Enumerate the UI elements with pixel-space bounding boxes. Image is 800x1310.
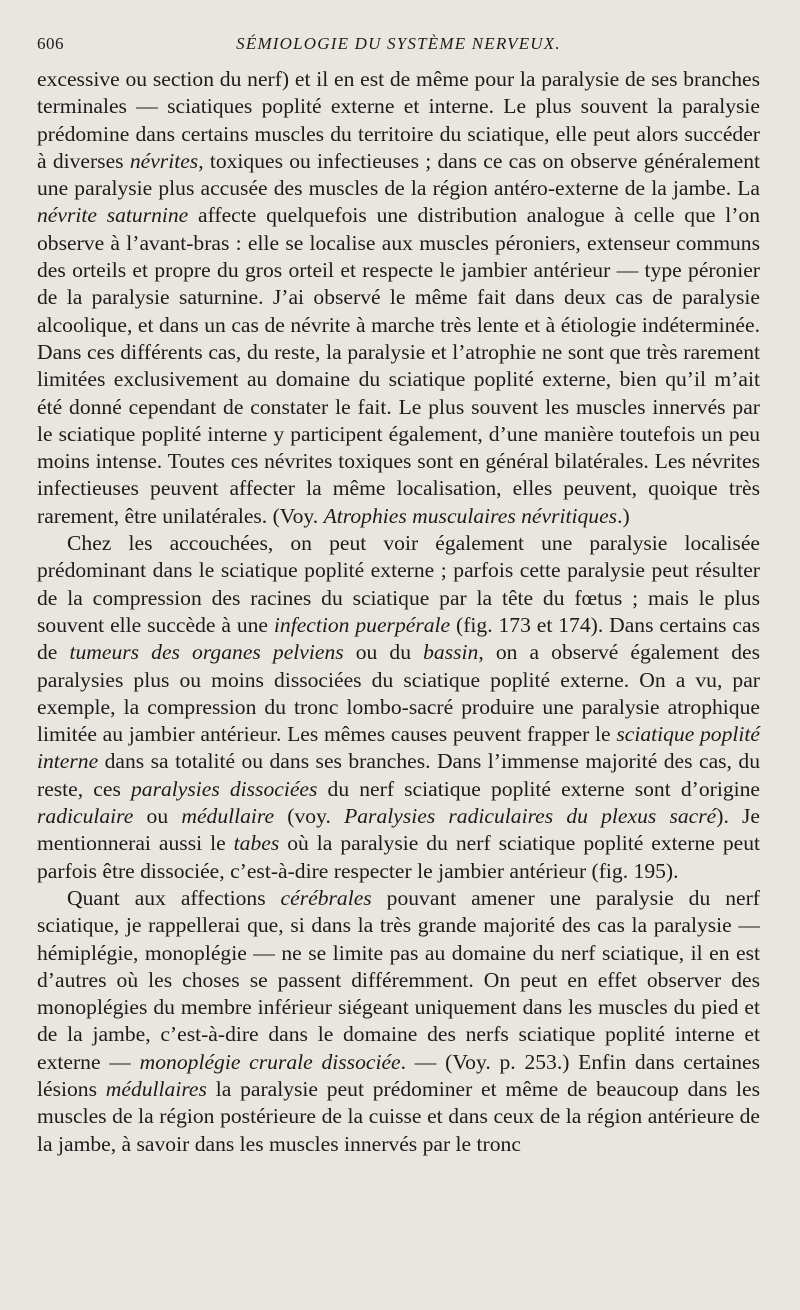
paragraph [37,66,760,530]
text-run: .) [617,503,630,528]
text-run: ou [133,804,182,829]
italic-text: bassin [423,640,479,665]
text-run: la paralysie peut prédominer et même de beaucoup dans les muscles de la région postérieure de la cuisse et dans ceux de la région antérieure de la jambe, à savoir dans les muscles innervés par le tronc [37,1076,760,1156]
italic-text: radiculaire [37,804,134,829]
text-run: ). Je mentionnerai aussi le [37,804,761,856]
page-number: 606 [37,34,64,53]
text-run: (fig. 173 et 174). Dans certains cas de [37,612,761,665]
text-run: Quant aux affections [67,885,281,910]
italic-text: cérébrales [280,885,372,910]
paragraph [37,885,760,1158]
italic-text: névrite saturnine [37,203,189,228]
text-run: . — (Voy. p. 253.) Enfin dans certaines lésions [37,1049,760,1101]
italic-text: sciatique poplité interne [37,722,760,774]
text-run: excessive ou section du nerf) et il en est de même pour la paralysie de ses branches terminales — sciatiques poplité externe et interne. Le plus souvent la paralysie prédomine dans certains muscles du territoire du sciatique, elle peut alors succéder à diverses [37,67,760,173]
italic-text: Atrophies musculaires névritiques [323,503,618,528]
text-run: où la paralysie du nerf sciatique poplité externe peut parfois être dissociée, c’est-à-dire respecter le jambier antérieur (fig. 195). [37,831,760,883]
text-run: du nerf sciatique poplité externe sont d’origine [317,776,760,801]
text-run: (voy. [274,804,345,829]
italic-text: tumeurs des organes pelviens [69,640,344,665]
italic-text: monoplégie crurale dissociée [139,1049,401,1074]
italic-text: Paralysies radiculaires du plexus sacré [344,804,717,829]
text-run: Chez les accouchées, on peut voir également une paralysie localisée prédominant dans le sciatique poplité externe ; parfois cette paralysie peut résulter de la compression des racines du sciatique par la tête du fœtus ; mais le plus souvent elle succède à une [37,531,760,637]
italic-text: médullaire [181,804,275,829]
italic-text: paralysies dissociées [130,776,318,801]
text-run: pouvant amener une paralysie du nerf sciatique, je rappellerai que, si dans la très grande majorité des cas la paralysie — hémiplégie, monoplégie — ne se limite pas au domaine du nerf sciatique, il en est d’autres où les choses se passent différemment. On peut en effet observer des monoplégies du membre inférieur siégeant uniquement dans les muscles du pied et de la jambe, c’est-à-dire dans le domaine des nerfs sciatique poplité interne et externe — [37,885,760,1074]
italic-text: névrites [129,148,199,173]
text-run: , toxiques ou infectieuses ; dans ce cas on observe généralement une paralysie plus accusée des muscles de la région antéro-externe de la jambe. La [37,148,760,201]
running-head [37,30,760,58]
italic-text: médullaires [105,1076,207,1101]
text-run: ou du [343,640,424,665]
italic-text: tabes [233,831,280,856]
running-title: SÉMIOLOGIE DU SYSTÈME NERVEUX. [236,34,561,53]
italic-text: infection puerpérale [273,612,451,637]
body-text [37,66,760,1158]
text-run: dans sa totalité ou dans ses branches. Dans l’immense majorité des cas, du reste, ces [37,749,760,801]
paragraph [37,530,760,885]
text-run: affecte quelquefois une distribution analogue à celle que l’on observe à l’avant-bras : elle se localise aux muscles péroniers, extenseur communs des orteils et propre du gros orteil et respecte le jambier antérieur — type péronier de la paralysie saturnine. J’ai observé le même fait dans deux cas de paralysie alcoolique, et dans un cas de névrite à marche très lente et à étiologie indéterminée. Dans ces différents cas, du reste, la paralysie et l’atrophie ne sont que très rarement limitées exclusivement au domaine du sciatique poplité externe, bien qu’il m’ait été donné cependant de constater le fait. Le plus souvent les muscles innervés par le sciatique poplité interne y participent également, d’une manière toutefois un peu moins intense. Toutes ces névrites toxiques sont en général bilatérales. Les névrites infectieuses peuvent affecter la même localisation, elles peuvent, quoique très rarement, être unilatérales. (Voy. [37,203,760,528]
text-run: , on a observé également des paralysies plus ou moins dissociées du sciatique poplité externe. On a vu, par exemple, la compression du tronc lombo-sacré produire une paralysie atrophique limitée au jambier antérieur. Les mêmes causes peuvent frapper le [37,640,761,747]
